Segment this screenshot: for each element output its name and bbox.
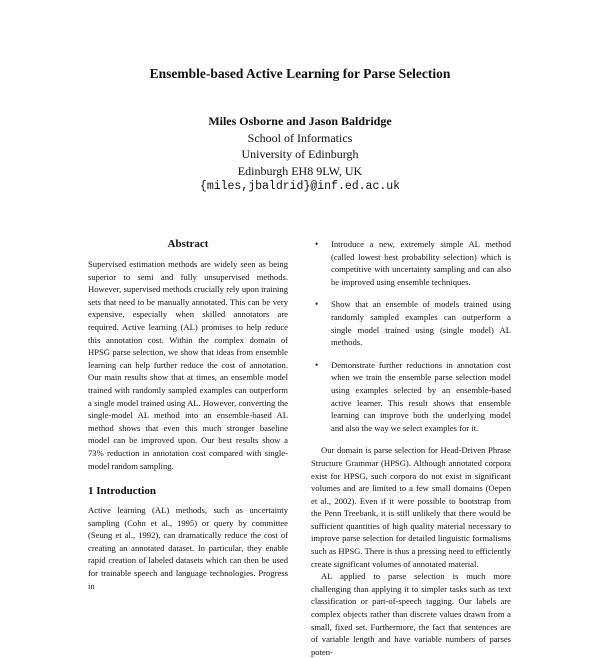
intro-heading: 1 Introduction [88, 485, 156, 498]
list-item-text: Demonstrate further reductions in annotation cost when we train the ensemble parse selection model using examples selected by an ensemble-based active learner. This result shows that ensemble learning can improve both the underlying model and also the way we select examples for it. [331, 359, 511, 433]
list-item [311, 359, 511, 435]
paper-title: Ensemble-based Active Learning for Parse Selection [149, 66, 451, 81]
bullet-icon: • [315, 359, 319, 370]
list-item-text: Introduce a new, extremely simple AL method (called lowest best probability selection) which is competitive with uncertainty sampling and can also be improved using ensemble techniques. [331, 239, 511, 287]
list-item [311, 238, 511, 288]
affiliation-line: School of Informatics [247, 130, 353, 145]
domain-paragraph: Our domain is parse selection for Head-Driven Phrase Structure Grammar (HPSG). Although annotated corpora exist for HPSG, such corpora do not exist in significant volumes and are limited to a few small domains (Oepen et al., 2002). Even if it were possible to bootstrap from the Penn Treebank, it is still unlikely that there would be sufficient quantities of high quality material necessary to improve parse selection for detailed linguistic formalisms such as HPSG. There is thus a pressing need to efficiently create significant volumes of annotated material. [311, 445, 511, 569]
intro-text: Active learning (AL) methods, such as uncertainty sampling (Cohn et al., 1995) or query by committee (Seung et al., 1992), can dramatically reduce the cost of creating an annotated dataset. In particular, they enable rapid creation of labeled datasets which can then be used for trainable speech and language technologies. Progress in [88, 505, 288, 591]
author-block [0, 113, 600, 196]
left-column [88, 238, 288, 592]
abstract-text: Supervised estimation methods are widely seen as being superior to semi and fully unsupervised methods. However, supervised methods crucially rely upon training sets that need to be manually annotated. This can be very expensive, especially when skilled annotators are required. Active learning (AL) promises to help reduce this annotation cost. Within the complex domain of HPSG parse selection, we show that ideas from ensemble learning can help further reduce the cost of annotation. Our main results show that at times, an ensemble model trained with randomly sampled examples can outperform a single model trained using AL. However, converting the single-model AL method into an ensemble-based AL method shows that even this much stronger baseline model can be improved upon. Our best results show a 73% reduction in annotation cost compared with single-model random sampling. [88, 259, 288, 471]
author-email: {miles,jbaldrid}@inf.ed.ac.uk [199, 180, 401, 193]
affiliation-line: University of Edinburgh [241, 147, 359, 161]
author-names: Miles Osborne and Jason Baldridge [208, 114, 392, 128]
affiliation-line: Edinburgh EH8 9LW, UK [237, 163, 363, 178]
contribution-list [311, 238, 511, 434]
list-item [311, 298, 511, 348]
abstract-heading: Abstract [167, 238, 209, 250]
list-item-text: Show that an ensemble of models trained using randomly sampled examples can outperform a single model trained using (single model) AL methods. [331, 299, 511, 348]
right-column [311, 238, 511, 658]
challenge-paragraph: AL applied to parse selection is much more challenging than applying it to simpler tasks such as text classification or part-of-speech tagging. Our labels are complex objects rather than discrete values drawn from a small, fixed set. Furthermore, the fact that sentences are of variable length and have variable numbers of parses poten- [311, 571, 511, 657]
bullet-icon: • [315, 299, 319, 310]
bullet-icon: • [315, 239, 319, 249]
